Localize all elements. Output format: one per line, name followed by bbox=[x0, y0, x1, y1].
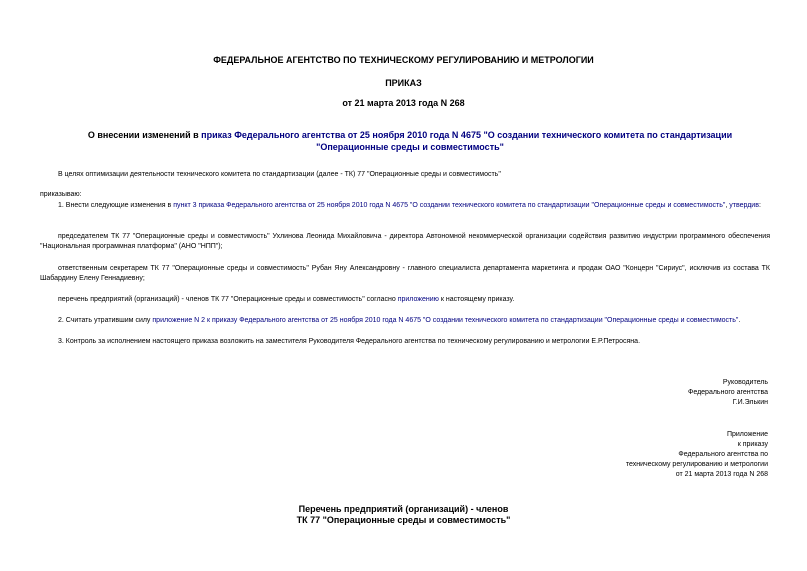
appendix-ref-line1: Приложение bbox=[726, 431, 768, 438]
appendix-title-line1: Перечень предприятий (организаций) - членов bbox=[298, 504, 509, 514]
item-3: 3. Контроль за исполнением настоящего приказа возложить на заместителя Руководителя Федерального агентства по техническому регулированию и метрологии Е.Р.Петросяна. bbox=[58, 338, 641, 345]
item1-link-approve[interactable]: утвердив bbox=[729, 202, 759, 209]
title-prefix: О внесении изменений в bbox=[87, 130, 202, 140]
item-1: 1. Внести следующие изменения в пункт 3 приказа Федерального агентства от 25 ноября 2010 года N 4675 "О создании технического комитета по стандартизации "Операционные среды и совместимость", утвердив: bbox=[58, 202, 761, 209]
signature-name: Г.И.Элькин bbox=[732, 399, 768, 406]
appendix-ref-line4: техническому регулированию и метрологии bbox=[625, 461, 768, 468]
appendix-reference bbox=[470, 430, 768, 480]
appendix-ref-line2: к приказу bbox=[737, 441, 768, 448]
signature-title: Руководитель bbox=[722, 379, 768, 386]
item2-prefix: 2. Считать утратившим силу bbox=[58, 317, 153, 324]
appendix-title bbox=[0, 504, 807, 526]
document-title bbox=[60, 129, 760, 153]
signature-block bbox=[470, 378, 768, 408]
sub3-prefix: перечень предприятий (организаций) - членов ТК 77 "Операционные среды и совместимость" согласно bbox=[58, 296, 398, 303]
order-heading: ПРИКАЗ bbox=[385, 78, 422, 88]
order-word: приказываю: bbox=[40, 191, 82, 198]
intro-paragraph: В целях оптимизации деятельности технического комитета по стандартизации (далее - ТК) 77 "Операционные среды и совместимость" bbox=[58, 171, 501, 178]
appendix-title-line2: ТК 77 "Операционные среды и совместимость" bbox=[296, 515, 511, 525]
item2-suffix: . bbox=[738, 317, 741, 324]
agency-heading: ФЕДЕРАЛЬНОЕ АГЕНТСТВО ПО ТЕХНИЧЕСКОМУ РЕГУЛИРОВАНИЮ И МЕТРОЛОГИИ bbox=[213, 55, 594, 65]
title-link[interactable]: приказ Федерального агентства от 25 ноября 2010 года N 4675 "О создании технического комитета по стандартизации "Операционные среды и совместимость" bbox=[201, 130, 733, 152]
signature-agency: Федерального агентства bbox=[688, 389, 768, 396]
sub3-suffix: к настоящему приказу. bbox=[438, 296, 515, 303]
item1-suffix: : bbox=[758, 202, 761, 209]
appendix-ref-line3: Федерального агентства по bbox=[678, 451, 768, 458]
subitem-secretary: ответственным секретарем ТК 77 "Операционные среды и совместимость" Рубан Яну Александровну - главного специалиста департамента маркетинга и продаж ОАО "Концерн "Сириус", исключив из состава ТК Шабардину Елену Геннадиевну; bbox=[40, 265, 770, 282]
item1-prefix: 1. Внести следующие изменения в bbox=[58, 202, 174, 209]
subitem-member-list bbox=[58, 295, 770, 305]
item-2 bbox=[58, 316, 770, 326]
order-date-number: от 21 марта 2013 года N 268 bbox=[342, 98, 465, 108]
subitem-chairman: председателем ТК 77 "Операционные среды и совместимость" Ухлинова Леонида Михайловича - директора Автономной некоммерческой организации содействия развитию индустрии программного обеспечения "Национальная программная платформа" (АНО "НПП"); bbox=[40, 233, 770, 250]
appendix-ref-line5: от 21 марта 2013 года N 268 bbox=[675, 471, 768, 478]
appendix-link[interactable]: приложению bbox=[397, 296, 439, 303]
item2-link[interactable]: приложение N 2 к приказу Федерального агентства от 25 ноября 2010 года N 4675 "О создании технического комитета по стандартизации "Операционные среды и совместимость" bbox=[152, 317, 739, 324]
item1-link[interactable]: пункт 3 приказа Федерального агентства от 25 ноября 2010 года N 4675 "О создании технического комитета по стандартизации "Операционные среды и совместимость" bbox=[173, 202, 726, 209]
